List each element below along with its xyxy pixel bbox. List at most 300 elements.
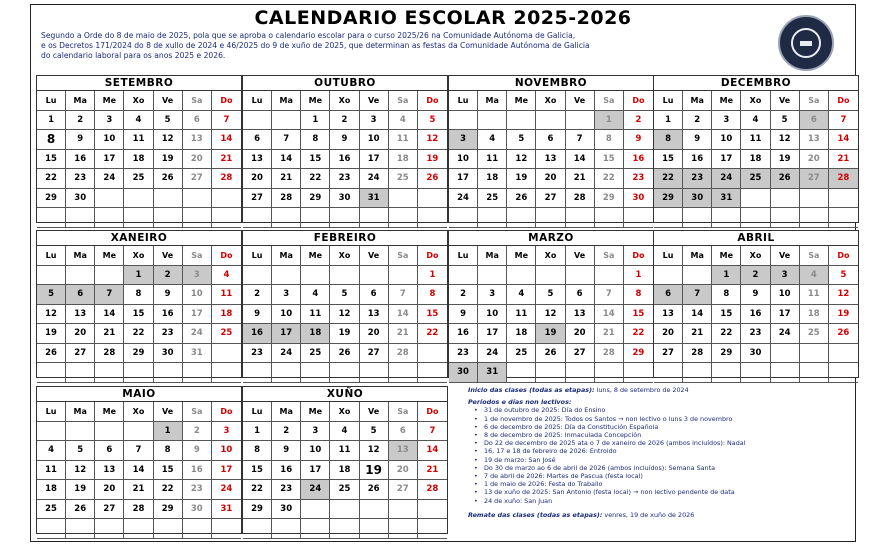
day-cell: 8 [124,285,153,305]
empty-cell [800,363,829,383]
month-grid [37,91,241,228]
empty-cell [683,363,712,383]
day-cell: 27 [800,169,829,189]
day-cell: 4 [507,285,536,305]
day-cell: 14 [95,305,124,325]
weekday-header: Ve [771,246,800,266]
day-cell: 7 [829,111,858,131]
day-cell: 12 [507,150,536,170]
empty-cell [330,266,359,286]
day-cell: 16 [243,324,272,344]
empty-cell [330,363,359,383]
day-cell: 22 [154,480,183,500]
empty-cell [624,363,653,383]
empty-cell [683,266,712,286]
empty-cell [243,111,272,131]
day-cell: 15 [124,305,153,325]
day-cell: 8 [654,130,683,150]
day-cell: 30 [272,500,301,520]
day-cell: 28 [595,344,624,364]
day-cell: 5 [418,111,447,131]
month-name: XANEIRO [37,231,241,246]
empty-cell [418,363,447,383]
weekday-header: Ma [66,402,95,422]
day-cell: 27 [360,344,389,364]
month-grid [449,91,653,228]
day-cell: 18 [124,150,153,170]
day-cell: 3 [712,111,741,131]
day-cell: 15 [37,150,66,170]
day-cell: 15 [154,461,183,481]
intro-line: Segundo a Orde do 8 de maio de 2025, pola que se aproba o calendario escolar para o curso 2025/26 na Comunidade Autónoma de Galicia, [41,31,576,40]
month-xaneiro [36,230,242,378]
day-cell: 31 [212,500,241,520]
day-cell: 7 [389,285,418,305]
weekday-header: Sa [389,246,418,266]
empty-cell [741,189,770,209]
day-cell: 10 [95,130,124,150]
day-cell: 18 [37,480,66,500]
day-cell: 6 [654,285,683,305]
empty-cell [243,363,272,383]
empty-cell [154,519,183,539]
classes-end [468,511,854,519]
day-cell: 28 [212,169,241,189]
empty-cell [360,266,389,286]
empty-cell [212,208,241,228]
empty-cell [595,208,624,228]
month-febreiro [242,230,448,378]
day-cell: 9 [183,441,212,461]
day-cell: 28 [829,169,858,189]
day-cell: 24 [449,189,478,209]
day-cell: 11 [301,305,330,325]
day-cell: 13 [183,130,212,150]
weekday-header: Do [212,91,241,111]
day-cell: 20 [654,324,683,344]
empty-cell [154,189,183,209]
day-cell: 27 [389,480,418,500]
period-item: • 31 de outubro de 2025: Día do Ensino [478,406,854,414]
weekday-header: Do [212,402,241,422]
weekday-header: Xo [124,246,153,266]
day-cell: 10 [212,441,241,461]
weekday-header: Xo [124,402,153,422]
empty-cell [624,208,653,228]
day-cell: 30 [183,500,212,520]
day-cell: 12 [330,305,359,325]
weekday-header: Xo [741,91,770,111]
empty-cell [124,363,153,383]
day-cell: 11 [507,305,536,325]
day-cell: 26 [507,189,536,209]
day-cell: 22 [595,169,624,189]
day-cell: 25 [124,169,153,189]
day-cell: 28 [95,344,124,364]
empty-cell [389,189,418,209]
empty-cell [829,189,858,209]
day-cell: 17 [771,305,800,325]
day-cell: 15 [301,150,330,170]
empty-cell [154,363,183,383]
weekday-header: Ma [272,246,301,266]
day-cell: 30 [154,344,183,364]
weekday-header: Lu [37,91,66,111]
day-cell: 1 [154,422,183,442]
day-cell: 7 [272,130,301,150]
day-cell: 31 [712,189,741,209]
empty-cell [243,266,272,286]
empty-cell [212,189,241,209]
day-cell: 31 [360,189,389,209]
day-cell: 29 [301,189,330,209]
day-cell: 28 [389,344,418,364]
day-cell: 17 [449,169,478,189]
day-cell: 12 [771,130,800,150]
day-cell: 1 [243,422,272,442]
day-cell: 20 [95,480,124,500]
weekday-header: Lu [37,246,66,266]
day-cell: 25 [741,169,770,189]
classes-start-label: Inicio das clases (todas as etapas): [468,386,595,394]
weekday-header: Do [418,246,447,266]
empty-cell [771,208,800,228]
day-cell: 21 [683,324,712,344]
day-cell: 21 [212,150,241,170]
day-cell: 27 [654,344,683,364]
empty-cell [829,208,858,228]
weekday-header: Lu [243,402,272,422]
weekday-header: Ve [154,246,183,266]
weekday-header: Do [212,246,241,266]
empty-cell [478,266,507,286]
day-cell: 26 [418,169,447,189]
period-item: • 8 de decembro de 2025: Inmaculada Concepción [478,431,854,439]
empty-cell [829,344,858,364]
day-cell: 14 [212,130,241,150]
month-grid [37,402,241,539]
day-cell: 1 [712,266,741,286]
logo-emblem [800,41,812,46]
day-cell: 25 [301,344,330,364]
day-cell: 5 [771,111,800,131]
weekday-header: Xo [124,91,153,111]
day-cell: 23 [624,169,653,189]
day-cell: 12 [154,130,183,150]
day-cell: 20 [66,324,95,344]
weekday-header: Xo [741,246,770,266]
day-cell: 10 [478,305,507,325]
day-cell: 19 [330,324,359,344]
empty-cell [654,363,683,383]
day-cell: 6 [360,285,389,305]
day-cell: 17 [478,324,507,344]
empty-cell [536,363,565,383]
day-cell: 27 [243,189,272,209]
empty-cell [771,189,800,209]
classes-end-label: Remate das clases (todas as etapas): [468,510,603,519]
classes-start-value: luns, 8 de setembro de 2024 [594,386,689,394]
day-cell: 5 [507,130,536,150]
day-cell: 15 [712,305,741,325]
empty-cell [124,422,153,442]
day-cell: 10 [712,130,741,150]
calendar-notes [468,386,854,540]
day-cell: 19 [154,150,183,170]
day-cell: 1 [301,111,330,131]
day-cell: 10 [183,285,212,305]
empty-cell [243,208,272,228]
day-cell: 21 [124,480,153,500]
day-cell: 30 [624,189,653,209]
day-cell: 5 [330,285,359,305]
day-cell: 9 [272,441,301,461]
weekday-header: Ma [66,91,95,111]
day-cell: 13 [360,305,389,325]
empty-cell [95,266,124,286]
empty-cell [95,422,124,442]
weekday-header: Lu [449,246,478,266]
day-cell: 12 [829,285,858,305]
day-cell: 27 [536,189,565,209]
day-cell: 24 [95,169,124,189]
day-cell: 15 [595,150,624,170]
day-cell: 13 [389,441,418,461]
day-cell: 18 [212,305,241,325]
month-novembro [448,75,654,223]
weekday-header: Me [507,246,536,266]
day-cell: 16 [183,461,212,481]
weekday-header: Ma [272,91,301,111]
day-cell: 30 [683,189,712,209]
empty-cell [37,422,66,442]
day-cell: 4 [37,441,66,461]
period-item: • 24 de xuño: San Juan [478,497,854,505]
day-cell: 16 [330,150,359,170]
day-cell: 28 [124,500,153,520]
weekday-header: Lu [243,246,272,266]
empty-cell [507,208,536,228]
day-cell: 3 [95,111,124,131]
day-cell: 1 [37,111,66,131]
page-title: CALENDARIO ESCOLAR 2025-2026 [254,7,632,29]
day-cell: 25 [507,344,536,364]
day-cell: 27 [566,344,595,364]
day-cell: 25 [37,500,66,520]
day-cell: 14 [566,150,595,170]
day-cell: 16 [624,150,653,170]
day-cell: 8 [712,285,741,305]
day-cell: 4 [389,111,418,131]
day-cell: 13 [66,305,95,325]
day-cell: 11 [800,285,829,305]
empty-cell [360,363,389,383]
empty-cell [449,111,478,131]
day-cell: 12 [37,305,66,325]
empty-cell [507,363,536,383]
day-cell: 23 [449,344,478,364]
empty-cell [154,208,183,228]
day-cell: 3 [771,266,800,286]
day-cell: 2 [449,285,478,305]
day-cell: 4 [800,266,829,286]
weekday-header: Lu [654,246,683,266]
periods-list [468,406,854,504]
day-cell: 7 [212,111,241,131]
day-cell: 7 [418,422,447,442]
empty-cell [507,111,536,131]
month-name: XUÑO [243,387,447,402]
empty-cell [389,363,418,383]
day-cell: 7 [595,285,624,305]
empty-cell [183,519,212,539]
empty-cell [183,363,212,383]
day-cell: 16 [154,305,183,325]
month-abril [653,230,859,378]
day-cell: 25 [330,480,359,500]
day-cell: 12 [536,305,565,325]
day-cell: 10 [771,285,800,305]
empty-cell [301,208,330,228]
weekday-header: Ve [771,91,800,111]
empty-cell [212,344,241,364]
day-cell: 28 [418,480,447,500]
weekday-header: Sa [800,246,829,266]
day-cell: 31 [478,363,507,383]
empty-cell [389,266,418,286]
day-cell: 18 [330,461,359,481]
weekday-header: Me [507,91,536,111]
day-cell: 2 [741,266,770,286]
day-cell: 29 [154,500,183,520]
day-cell: 7 [124,441,153,461]
period-item: • Do 22 de decembro de 2025 ata o 7 de xaneiro de 2026 (ambos incluídos): Nadal [478,439,854,447]
day-cell: 29 [624,344,653,364]
day-cell: 29 [595,189,624,209]
day-cell: 24 [212,480,241,500]
day-cell: 18 [478,169,507,189]
day-cell: 6 [536,130,565,150]
day-cell: 14 [124,461,153,481]
day-cell: 8 [243,441,272,461]
day-cell: 12 [360,441,389,461]
empty-cell [654,266,683,286]
intro-line: do calendario laboral para os anos 2025 e 2026. [41,51,226,60]
empty-cell [418,208,447,228]
month-name: NOVEMBRO [449,76,653,91]
weekday-header: Do [624,91,653,111]
empty-cell [124,519,153,539]
empty-cell [330,519,359,539]
weekday-header: Sa [595,246,624,266]
day-cell: 8 [624,285,653,305]
empty-cell [712,208,741,228]
empty-cell [95,189,124,209]
day-cell: 12 [418,130,447,150]
day-cell: 13 [536,150,565,170]
empty-cell [301,500,330,520]
day-cell: 3 [183,266,212,286]
day-cell: 14 [829,130,858,150]
day-cell: 28 [272,189,301,209]
empty-cell [800,208,829,228]
month-grid [449,246,653,383]
empty-cell [771,344,800,364]
day-cell: 15 [654,150,683,170]
day-cell: 17 [212,461,241,481]
day-cell: 11 [741,130,770,150]
weekday-header: Sa [183,91,212,111]
day-cell: 22 [624,324,653,344]
day-cell: 2 [154,266,183,286]
day-cell: 19 [360,461,389,481]
day-cell: 15 [624,305,653,325]
empty-cell [124,208,153,228]
day-cell: 21 [272,169,301,189]
day-cell: 24 [360,169,389,189]
weekday-header: Ve [154,91,183,111]
day-cell: 23 [243,344,272,364]
day-cell: 23 [330,169,359,189]
day-cell: 13 [243,150,272,170]
day-cell: 31 [183,344,212,364]
day-cell: 26 [360,480,389,500]
month-marzo [448,230,654,378]
day-cell: 8 [37,130,66,150]
day-cell: 7 [566,130,595,150]
day-cell: 21 [418,461,447,481]
empty-cell [536,208,565,228]
empty-cell [330,500,359,520]
day-cell: 5 [360,422,389,442]
empty-cell [595,266,624,286]
empty-cell [360,500,389,520]
empty-cell [301,363,330,383]
empty-cell [272,266,301,286]
day-cell: 9 [683,130,712,150]
school-logo-icon [778,15,834,71]
empty-cell [272,363,301,383]
weekday-header: Xo [536,246,565,266]
month-name: FEBREIRO [243,231,447,246]
empty-cell [66,266,95,286]
day-cell: 29 [654,189,683,209]
intro-line: e os Decretos 171/2024 do 8 de xullo de 2024 e 46/2025 do 9 de xuño de 2025, que determinan as festas da Comunidade Autónoma de Galicia [41,41,590,50]
month-grid [654,246,858,383]
day-cell: 1 [624,266,653,286]
empty-cell [301,266,330,286]
empty-cell [66,208,95,228]
day-cell: 30 [741,344,770,364]
day-cell: 24 [712,169,741,189]
day-cell: 24 [183,324,212,344]
day-cell: 16 [66,150,95,170]
empty-cell [301,519,330,539]
day-cell: 11 [478,150,507,170]
day-cell: 11 [330,441,359,461]
empty-cell [536,111,565,131]
day-cell: 18 [800,305,829,325]
day-cell: 24 [771,324,800,344]
day-cell: 17 [712,150,741,170]
weekday-header: Ve [154,402,183,422]
day-cell: 13 [566,305,595,325]
weekday-header: Sa [800,91,829,111]
weekday-header: Me [95,246,124,266]
day-cell: 8 [418,285,447,305]
weekday-header: Me [95,91,124,111]
day-cell: 12 [66,461,95,481]
